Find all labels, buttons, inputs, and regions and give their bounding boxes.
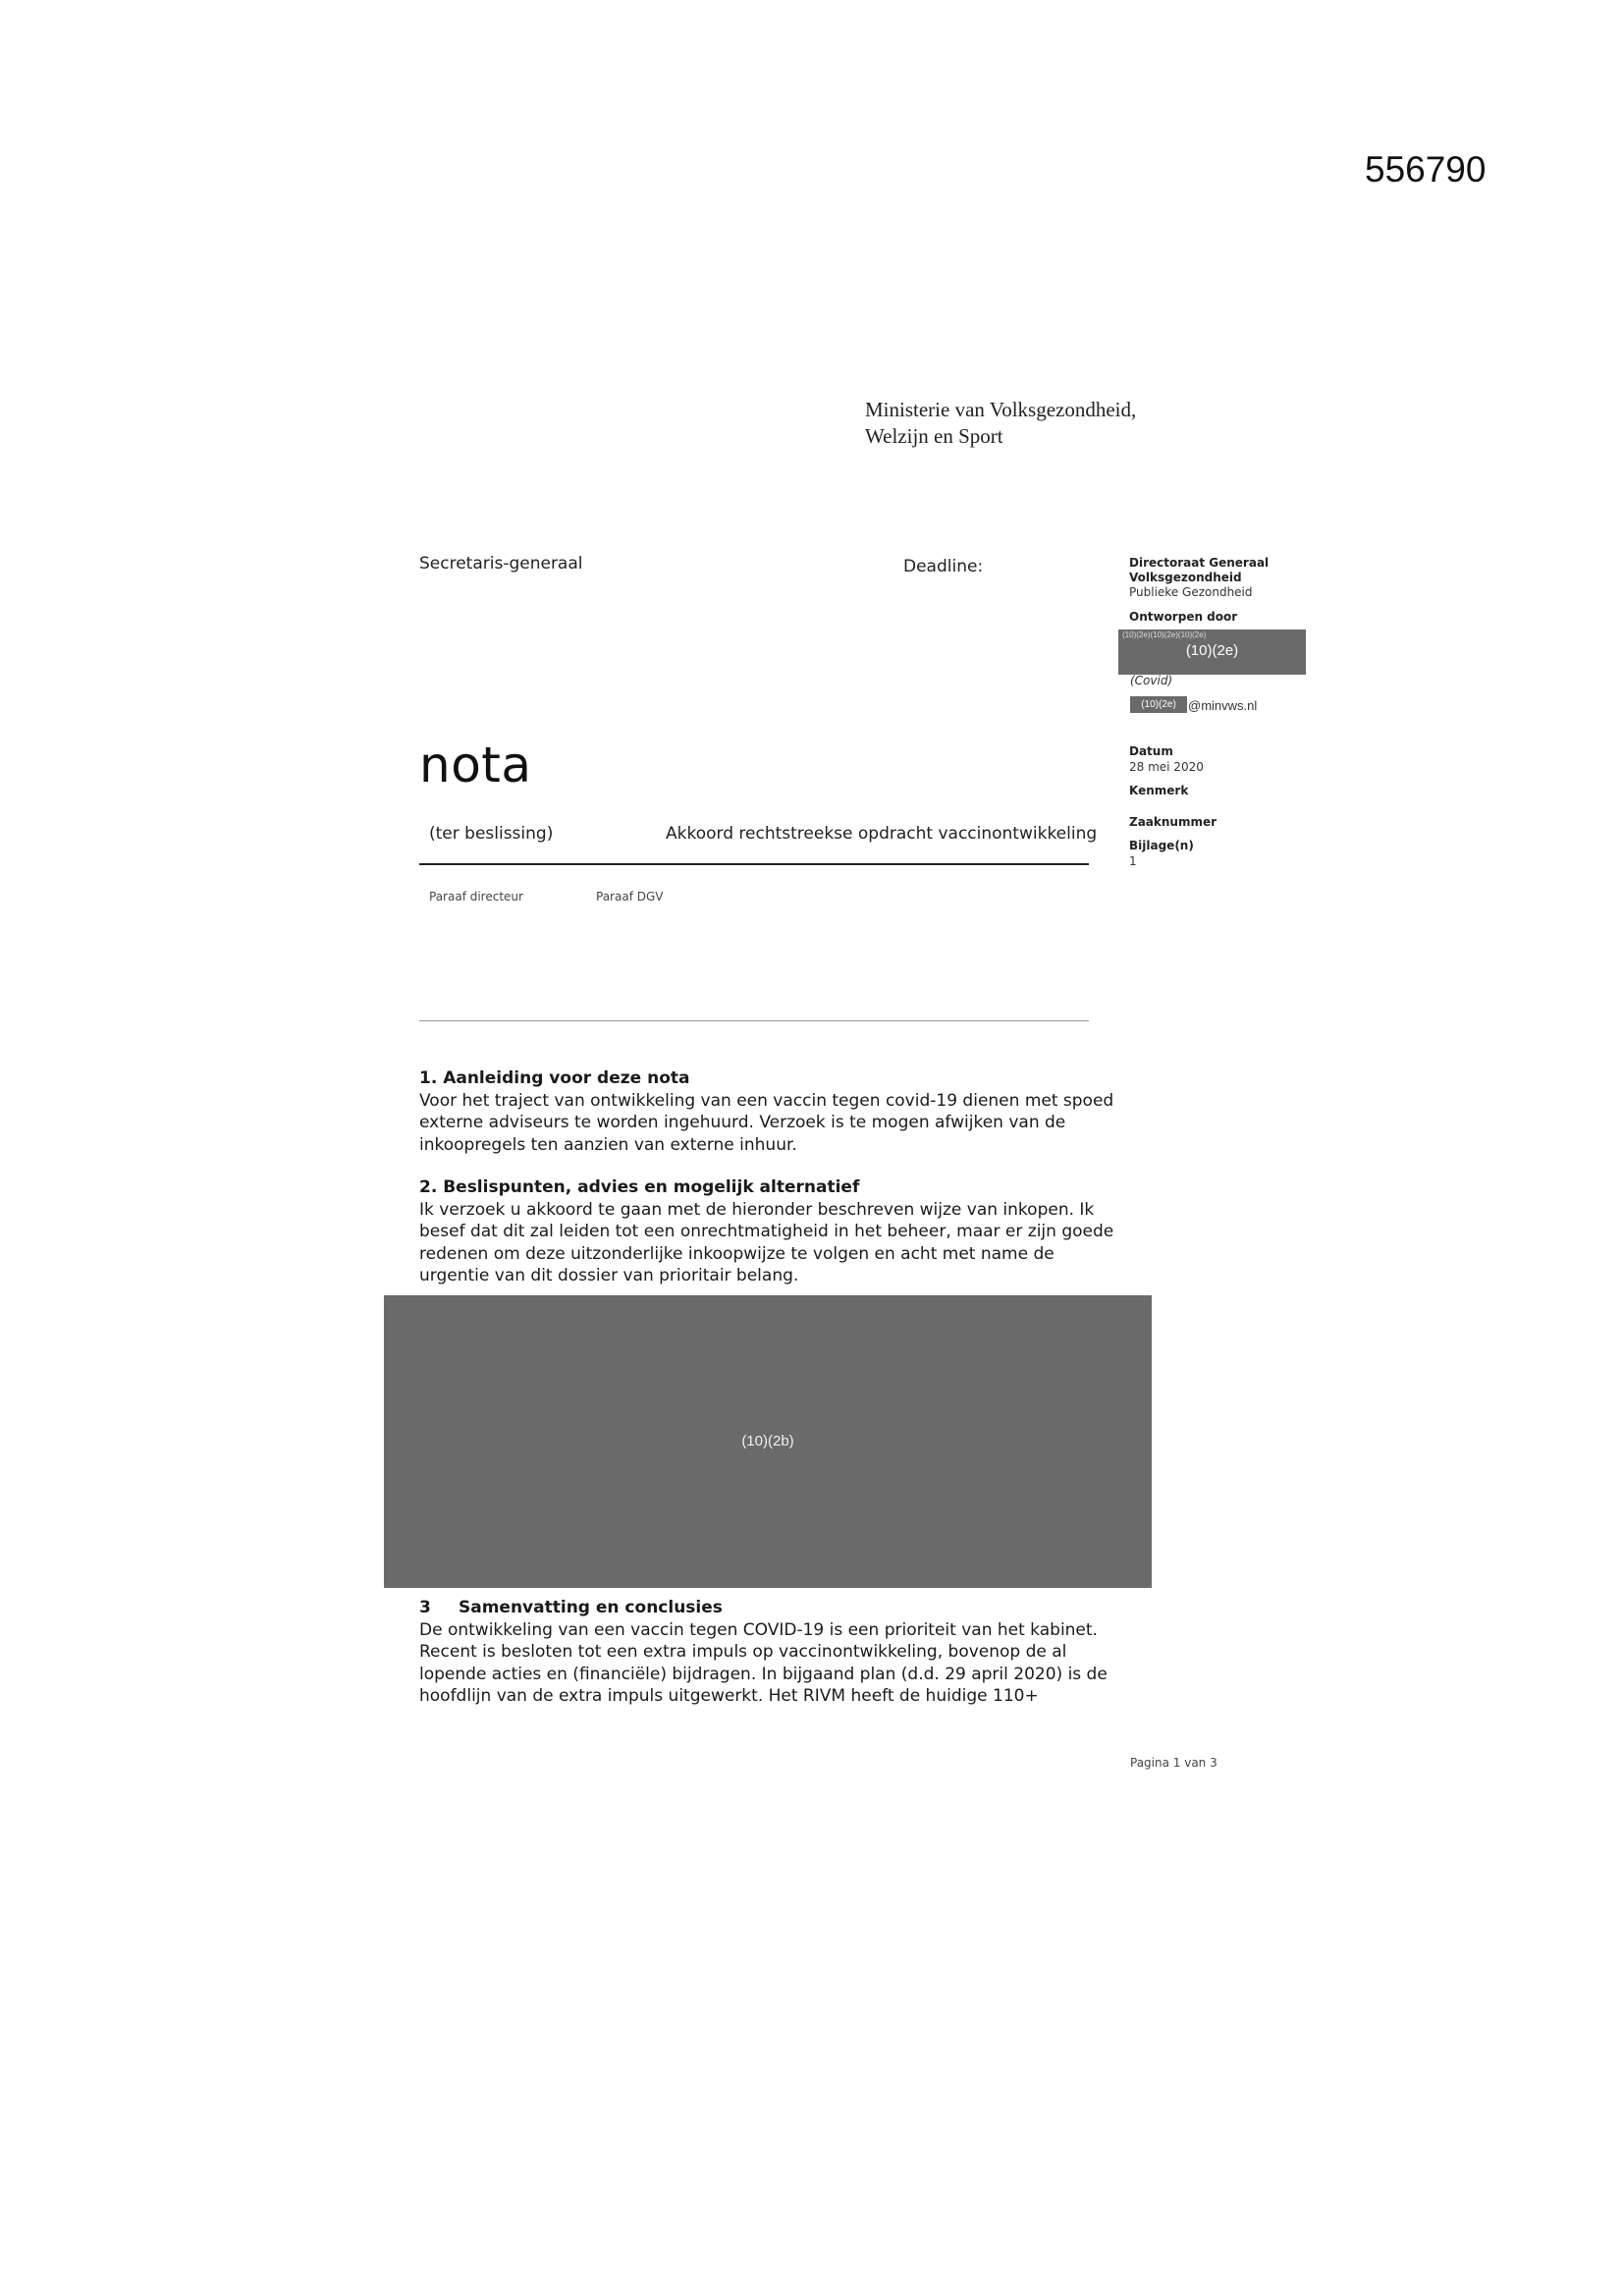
initial-dgv-label: Paraaf DGV	[596, 890, 664, 903]
date-label: Datum	[1129, 744, 1173, 758]
document-number: 556790	[1365, 149, 1487, 190]
section-2-line: redenen om deze uitzonderlijke inkoopwijze te volgen en acht met name de	[419, 1243, 1055, 1264]
section-3	[419, 1597, 1136, 1708]
section-2-heading: 2. Beslispunten, advies en mogelijk alternatief	[419, 1177, 860, 1197]
section-3-line: hoofdlijn van de extra impuls uitgewerkt. Het RIVM heeft de huidige 110+	[419, 1686, 1039, 1706]
recipient: Secretaris-generaal	[419, 554, 583, 574]
date-value: 28 mei 2020	[1129, 760, 1204, 774]
reference-label: Kenmerk	[1129, 784, 1189, 797]
section-2-line: besef dat dit zal leiden tot een onrechtmatigheid in het beheer, maar er zijn goede	[419, 1222, 1114, 1241]
decision-type: (ter beslissing)	[429, 824, 554, 844]
section-3-heading	[419, 1597, 1136, 1619]
ministry-line-2: Welzijn en Sport	[865, 424, 1003, 448]
section-1-line: externe adviseurs te worden ingehuurd. Verzoek is te mogen afwijken van de	[419, 1113, 1066, 1132]
page-footer: Pagina 1 van 3	[1130, 1756, 1217, 1770]
document-title: nota	[419, 737, 532, 793]
email-domain: @minvws.nl	[1188, 698, 1258, 713]
section-2-line: urgentie van dit dossier van prioritair belang.	[419, 1266, 799, 1285]
sidebar-bottom	[1129, 743, 1316, 869]
section-3-line: De ontwikkeling van een vaccin tegen COVID-19 is een prioriteit van het kabinet.	[419, 1619, 1098, 1640]
email-redaction: (10)(2e)	[1130, 696, 1187, 713]
section-2	[419, 1176, 1136, 1287]
ministry-line-1: Ministerie van Volksgezondheid,	[865, 398, 1137, 421]
designer-redaction	[1118, 629, 1306, 675]
directorate-line-1: Directoraat Generaal	[1129, 556, 1270, 570]
section-3-title: Samenvatting en conclusies	[459, 1598, 723, 1617]
redaction-block	[384, 1295, 1152, 1588]
department: Publieke Gezondheid	[1129, 585, 1253, 599]
directorate-line-2: Volksgezondheid	[1129, 571, 1242, 584]
designer-note: (Covid)	[1130, 674, 1173, 687]
designer-redaction-small: (10)(2e)(10)(2e)(10)(2e)	[1122, 630, 1207, 639]
divider	[419, 863, 1089, 865]
sidebar-top	[1129, 556, 1316, 625]
section-3-line: lopende acties en (financiële) bijdragen. In bijgaand plan (d.d. 29 april 2020) is de	[419, 1664, 1108, 1684]
case-number-label: Zaaknummer	[1129, 815, 1217, 829]
section-1	[419, 1067, 1136, 1156]
section-3-line: Recent is besloten tot een extra impuls op vaccinontwikkeling, bovenop de al	[419, 1642, 1067, 1662]
section-1-line: Voor het traject van ontwikkeling van een vaccin tegen covid-19 dienen met spoed	[419, 1090, 1114, 1111]
ministry-logo-text	[865, 397, 1136, 450]
divider	[419, 1020, 1089, 1021]
redaction-label: (10)(2b)	[741, 1433, 794, 1449]
initial-director-label: Paraaf directeur	[429, 890, 523, 903]
attachments-value: 1	[1129, 854, 1137, 868]
section-1-heading: 1. Aanleiding voor deze nota	[419, 1068, 690, 1088]
subject: Akkoord rechtstreekse opdracht vaccinontwikkeling	[666, 824, 1098, 844]
designed-by-label: Ontworpen door	[1129, 610, 1238, 624]
attachments-label: Bijlage(n)	[1129, 839, 1194, 852]
section-3-number: 3	[419, 1598, 431, 1617]
designer-redaction-label: (10)(2e)	[1185, 642, 1239, 659]
section-1-line: inkoopregels ten aanzien van externe inhuur.	[419, 1134, 797, 1155]
deadline-label: Deadline:	[903, 557, 984, 576]
section-2-line: Ik verzoek u akkoord te gaan met de hieronder beschreven wijze van inkopen. Ik	[419, 1199, 1095, 1220]
